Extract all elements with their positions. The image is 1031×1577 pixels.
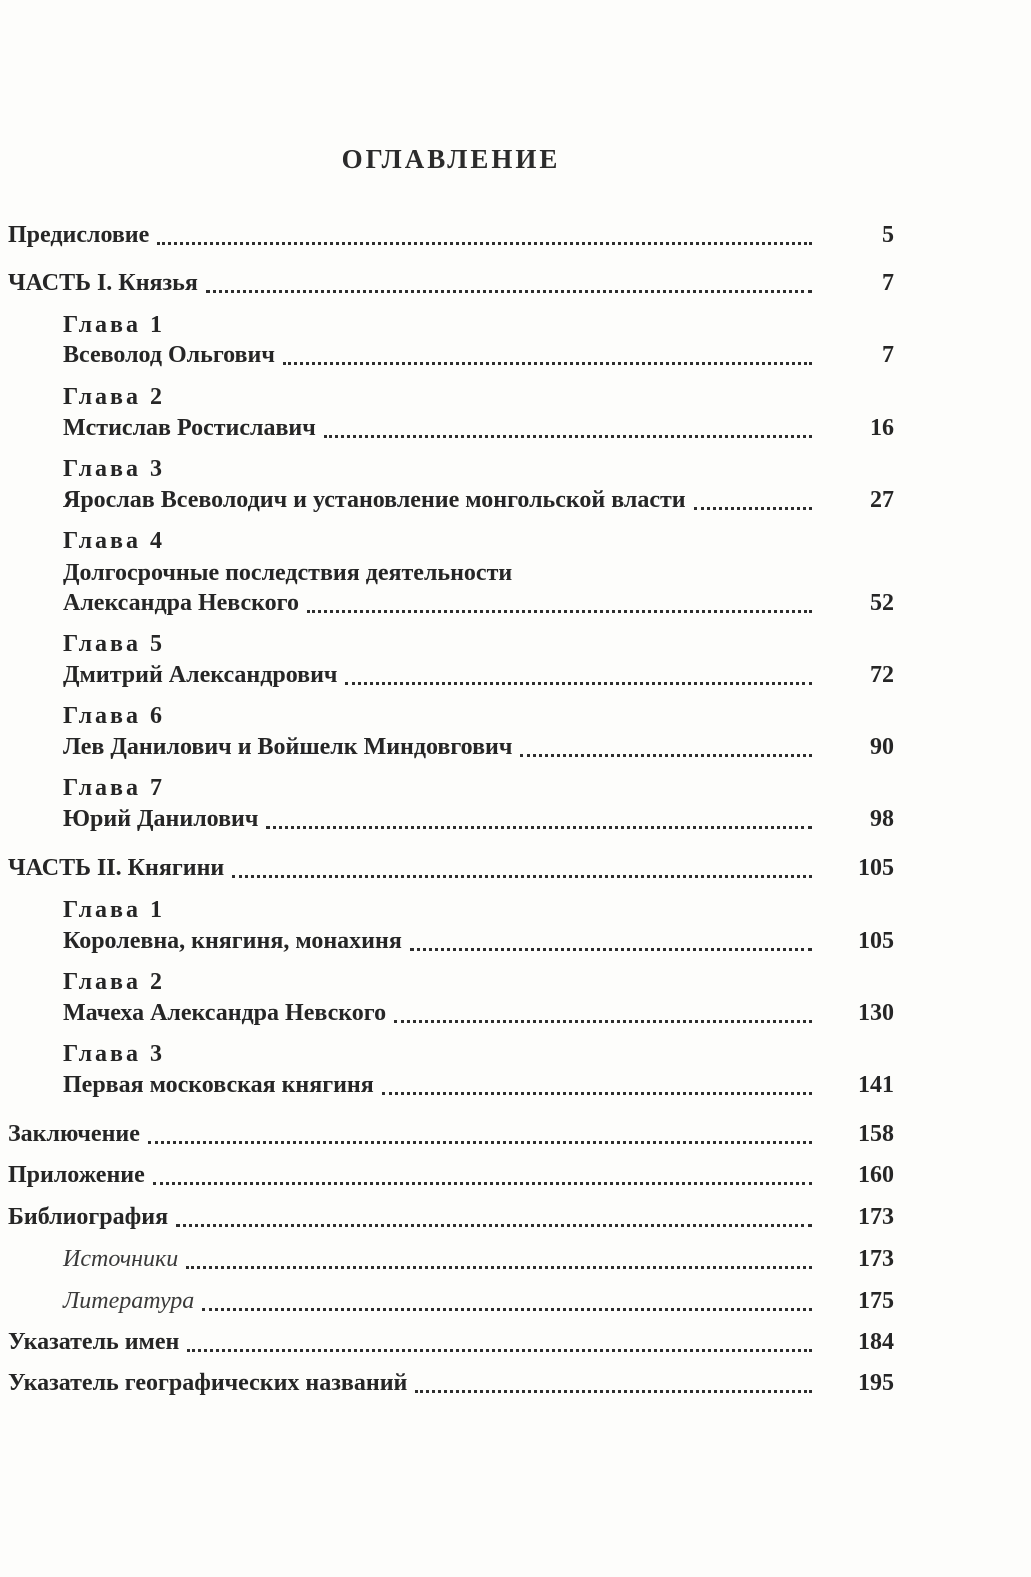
entry-title: Источники [63,1246,179,1272]
chapter-label: Глава 1 [63,897,165,923]
entry-title: ЧАСТЬ I. Князья [8,270,198,296]
page-number: 158 [858,1121,894,1147]
toc-entry-p2c1 [63,928,894,958]
page-number: 7 [882,270,894,296]
page-number: 5 [882,222,894,248]
entry-title: Александра Невского [63,590,299,616]
toc-entry-p1c3 [63,487,894,517]
chapter-label: Глава 2 [63,384,165,410]
dot-leader [410,948,812,951]
page-number: 173 [858,1204,894,1230]
dot-leader [176,1224,812,1227]
toc-entry-p1c2 [63,415,894,445]
entry-title: Дмитрий Александрович [63,662,338,688]
page-number: 184 [858,1329,894,1355]
chapter-label: Глава 4 [63,528,165,554]
page-number: 173 [858,1246,894,1272]
chapter-label: Глава 3 [63,456,165,482]
toc-entry-sources [63,1246,894,1276]
dot-leader [186,1266,812,1269]
entry-title: Указатель имен [8,1329,180,1355]
dot-leader [345,682,812,685]
chapter-label: Глава 3 [63,1041,165,1067]
dot-leader [266,826,812,829]
entry-title: Королевна, княгиня, монахиня [63,928,402,954]
toc-entry-p1c4 [63,590,894,620]
toc-entry-part2 [8,855,894,885]
entry-title: Всеволод Ольгович [63,342,275,368]
toc-entry-geo-index [8,1370,894,1400]
dot-leader [187,1349,812,1352]
toc-entry-p1c6 [63,734,894,764]
toc-entry-preface [8,222,894,252]
entry-title-line: Долгосрочные последствия деятельности [63,560,513,586]
chapter-label: Глава 1 [63,312,165,338]
entry-title: Первая московская княгиня [63,1072,374,1098]
entry-title: Предисловие [8,222,150,248]
dot-leader [415,1390,812,1393]
entry-title: Заключение [8,1121,140,1147]
entry-title: Литература [63,1288,195,1314]
entry-title: ЧАСТЬ II. Княгини [8,855,225,881]
toc-entry-p2c2 [63,1000,894,1030]
dot-leader [148,1141,812,1144]
dot-leader [394,1020,812,1023]
page-number: 52 [870,590,894,616]
dot-leader [694,507,812,510]
dot-leader [520,754,812,757]
toc-entry-p1c5 [63,662,894,692]
chapter-label: Глава 6 [63,703,165,729]
toc-entry-bibliography [8,1204,894,1234]
page-heading: ОГЛАВЛЕНИЕ [341,144,561,174]
toc-entry-appendix [8,1162,894,1192]
dot-leader [153,1182,812,1185]
entry-title: Ярослав Всеволодич и установление монгольской власти [63,487,686,513]
page-number: 90 [870,734,894,760]
entry-title: Юрий Данилович [63,806,259,832]
page-number: 98 [870,806,894,832]
page-number: 130 [858,1000,894,1026]
dot-leader [206,290,812,293]
entry-title: Мачеха Александра Невского [63,1000,387,1026]
entry-title: Библиография [8,1204,169,1230]
page-number: 195 [858,1370,894,1396]
entry-title: Мстислав Ростиславич [63,415,316,441]
dot-leader [232,875,812,878]
toc-entry-p1c7 [63,806,894,836]
page-number: 7 [882,342,894,368]
page-number: 105 [858,855,894,881]
dot-leader [283,362,812,365]
dot-leader [202,1308,812,1311]
page-number: 72 [870,662,894,688]
toc-entry-p2c3 [63,1072,894,1102]
toc-entry-part1 [8,270,894,300]
page-number: 27 [870,487,894,513]
dot-leader [157,242,812,245]
entry-title: Приложение [8,1162,145,1188]
page-number: 160 [858,1162,894,1188]
entry-title: Указатель географических названий [8,1370,408,1396]
toc-entry-name-index [8,1329,894,1359]
page-number: 141 [858,1072,894,1098]
page-number: 16 [870,415,894,441]
chapter-label: Глава 2 [63,969,165,995]
page-number: 175 [858,1288,894,1314]
chapter-label: Глава 7 [63,775,165,801]
dot-leader [307,610,812,613]
chapter-label: Глава 5 [63,631,165,657]
dot-leader [382,1092,812,1095]
entry-title: Лев Данилович и Войшелк Миндовгович [63,734,513,760]
dot-leader [324,435,812,438]
toc-entry-conclusion [8,1121,894,1151]
toc-entry-literature [63,1288,894,1318]
page-number: 105 [858,928,894,954]
toc-entry-p1c1 [63,342,894,372]
